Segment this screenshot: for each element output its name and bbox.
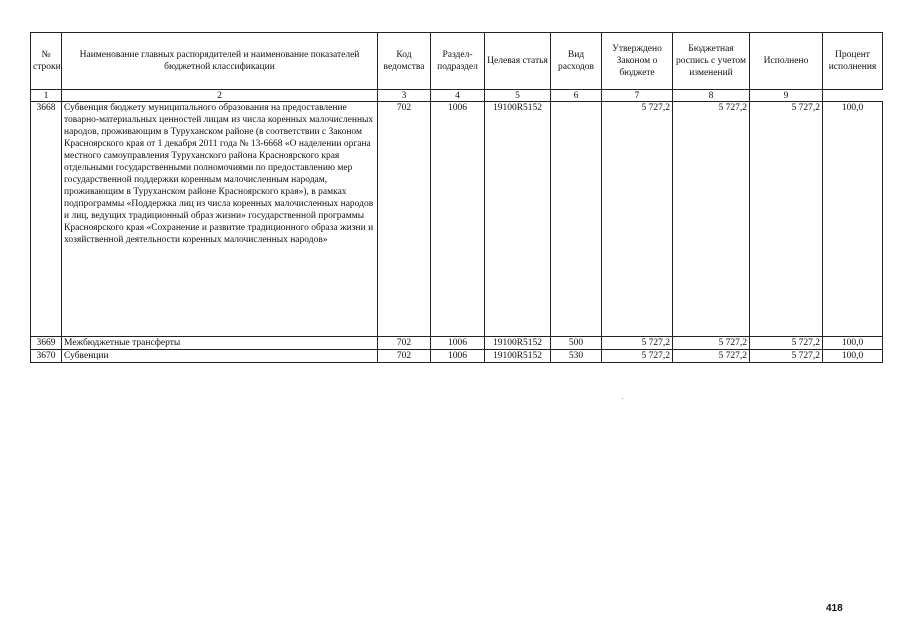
header-section: Раздел-подраздел — [431, 33, 485, 90]
column-number: 5 — [485, 90, 551, 102]
header-approved: Утверждено Законом о бюджете — [602, 33, 673, 90]
header-expense-type: Вид расходов — [551, 33, 602, 90]
page-number: 418 — [826, 603, 843, 614]
row-percent: 100,0 — [823, 350, 883, 363]
row-number: 3669 — [31, 337, 62, 350]
row-expense-type — [551, 102, 602, 337]
row-dept-code: 702 — [378, 337, 431, 350]
header-executed: Исполнено — [750, 33, 823, 90]
row-dept-code: 702 — [378, 102, 431, 337]
row-approved: 5 727,2 — [602, 102, 673, 337]
row-target: 19100R5152 — [485, 350, 551, 363]
column-number: 4 — [431, 90, 485, 102]
row-approved: 5 727,2 — [602, 350, 673, 363]
row-target: 19100R5152 — [485, 102, 551, 337]
row-dept-code: 702 — [378, 350, 431, 363]
row-target: 19100R5152 — [485, 337, 551, 350]
budget-execution-table — [30, 32, 883, 363]
header-row — [31, 33, 883, 90]
row-approved: 5 727,2 — [602, 337, 673, 350]
column-number: 9 — [750, 90, 823, 102]
row-schedule: 5 727,2 — [673, 102, 750, 337]
row-expense-type: 500 — [551, 337, 602, 350]
header-target: Целевая статья — [485, 33, 551, 90]
header-budget-schedule: Бюджетная роспись с учетом изменений — [673, 33, 750, 90]
column-number: 6 — [551, 90, 602, 102]
row-percent: 100,0 — [823, 102, 883, 337]
row-executed: 5 727,2 — [750, 337, 823, 350]
row-section: 1006 — [431, 350, 485, 363]
row-executed: 5 727,2 — [750, 350, 823, 363]
row-number: 3668 — [31, 102, 62, 337]
header-name: Наименование главных распорядителей и наименование показателей бюджетной классификации — [62, 33, 378, 90]
row-expense-type: 530 — [551, 350, 602, 363]
header-percent: Процент исполнения — [823, 33, 883, 90]
row-section: 1006 — [431, 102, 485, 337]
row-section: 1006 — [431, 337, 485, 350]
row-name: Субвенции — [62, 350, 378, 363]
column-numbers-row — [31, 90, 883, 102]
row-number: 3670 — [31, 350, 62, 363]
row-schedule: 5 727,2 — [673, 350, 750, 363]
column-number: 7 — [602, 90, 673, 102]
column-number: 2 — [62, 90, 378, 102]
scan-speck — [622, 398, 623, 399]
table-row — [31, 337, 883, 350]
row-name: Межбюджетные трансферты — [62, 337, 378, 350]
header-dept-code: Код ведомства — [378, 33, 431, 90]
row-name: Субвенция бюджету муниципального образования на предоставление товарно-материальных ценностей лицам из числа коренных малочисленных народов, проживающим в Туруханском районе (в соответствии с Законом Красноярского края от 1 декабря 2011 года № 13-6668 «О наделении органа местного самоуправления Туруханского района Красноярского края отдельными государственными полномочиями по предоставлению мер государственной поддержки коренным малочисленным народам, проживающим в Туруханском районе Красноярского края»), в рамках подпрограммы «Поддержка лиц из числа коренных малочисленных народов и лиц, ведущих традиционный образ жизни» государственной программы Красноярского края «Сохранение и развитие традиционного образа жизни и хозяйственной деятельности коренных малочисленных народов» — [62, 102, 378, 337]
row-schedule: 5 727,2 — [673, 337, 750, 350]
table-row — [31, 350, 883, 363]
column-number: 1 — [31, 90, 62, 102]
header-row-no: № строки — [31, 33, 62, 90]
row-executed: 5 727,2 — [750, 102, 823, 337]
column-number: 8 — [673, 90, 750, 102]
row-percent: 100,0 — [823, 337, 883, 350]
table-row — [31, 102, 883, 337]
column-number: 3 — [378, 90, 431, 102]
